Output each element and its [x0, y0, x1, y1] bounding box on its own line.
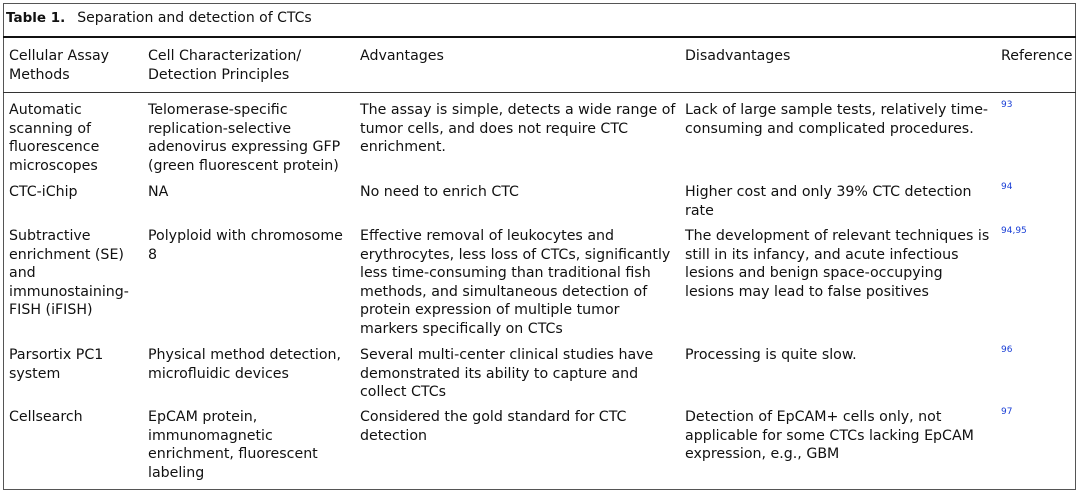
row-5-advantages-line: Considered the gold standard for CTC	[360, 409, 627, 425]
row-4-principle-line: Physical method detection,	[148, 347, 342, 363]
row-3-method-line: immunostaining-	[9, 283, 129, 300]
header-advantages-line: Advantages	[360, 48, 444, 64]
header-method	[9, 47, 109, 84]
header-principle-line: Cell Characterization/	[148, 48, 302, 64]
row-3-principle-line: 8	[148, 246, 158, 263]
row-3-disadvantages-line: lesions and benign space-occupying	[685, 265, 943, 282]
row-3-advantages-line: Effective removal of leukocytes and	[360, 228, 615, 244]
row-2-principle	[148, 183, 168, 202]
row-5-principle-line: immunomagnetic	[148, 427, 273, 444]
row-3-disadvantages-line: still in its infancy, and acute infectious	[685, 246, 959, 263]
row-1-reference-link[interactable]: 93	[1001, 100, 1013, 110]
row-4-principle-line: microfluidic devices	[148, 365, 289, 382]
row-5-principle-line: enrichment, fluorescent	[148, 446, 318, 463]
header-rule	[3, 92, 1076, 93]
row-1-principle-line: replication-selective	[148, 120, 292, 137]
row-4-method-line: Parsortix PC1	[9, 347, 104, 363]
row-3-method-line: Subtractive	[9, 228, 91, 244]
row-3-disadvantages-line: lesions may lead to false positives	[685, 283, 929, 300]
row-3-advantages	[360, 227, 670, 339]
row-1-advantages-line: The assay is simple, detects a wide range of	[360, 102, 676, 118]
row-5-principle-line: EpCAM protein,	[148, 409, 258, 425]
row-3-advantages-line: markers specifically on CTCs	[360, 320, 563, 337]
row-3-principle-line: Polyploid with chromosome	[148, 228, 343, 244]
row-3-method	[9, 227, 129, 320]
row-1-principle-line: (green fluorescent protein)	[148, 157, 339, 174]
row-2-method	[9, 183, 78, 202]
header-method-line: Cellular Assay	[9, 48, 110, 64]
row-1-disadvantages	[685, 101, 988, 138]
row-1-method	[9, 101, 99, 175]
row-5-principle	[148, 408, 318, 482]
row-4-advantages-line: demonstrated its ability to capture and	[360, 365, 639, 382]
row-1-principle	[148, 101, 340, 175]
row-5-advantages-line: detection	[360, 427, 428, 444]
row-5-disadvantages	[685, 408, 974, 464]
row-2-principle-line: NA	[148, 184, 169, 200]
header-principle-line: Detection Principles	[148, 66, 290, 83]
caption-rule	[3, 36, 1076, 38]
table-label: Table 1.	[6, 10, 66, 26]
row-4-advantages-line: Several multi-center clinical studies have	[360, 347, 654, 363]
row-3-method-line: enrichment (SE)	[9, 246, 124, 263]
table-caption	[6, 6, 312, 30]
row-5-disadvantages-line: applicable for some CTCs lacking EpCAM	[685, 427, 974, 444]
row-3-advantages-line: less time-consuming than traditional fish	[360, 265, 651, 282]
row-1-advantages-line: tumor cells, and does not require CTC	[360, 120, 629, 137]
row-2-disadvantages	[685, 183, 972, 220]
row-5-disadvantages-line: Detection of EpCAM+ cells only, not	[685, 409, 942, 425]
row-2-advantages	[360, 183, 519, 202]
row-2-disadvantages-line: rate	[685, 202, 714, 219]
row-1-disadvantages-line: Lack of large sample tests, relatively time-	[685, 102, 989, 118]
row-5-advantages	[360, 408, 626, 445]
header-principle	[148, 47, 301, 84]
row-5-principle-line: labeling	[148, 464, 205, 481]
row-3-principle	[148, 227, 343, 264]
table-title: Separation and detection of CTCs	[77, 10, 312, 26]
row-1-advantages	[360, 101, 675, 157]
header-disadvantages	[685, 47, 790, 66]
row-4-advantages	[360, 346, 653, 402]
row-1-method-line: fluorescence	[9, 139, 100, 156]
row-1-method-line: Automatic	[9, 102, 82, 118]
row-3-advantages-line: methods, and simultaneous detection of	[360, 283, 648, 300]
row-2-reference-link[interactable]: 94	[1001, 182, 1013, 192]
header-disadvantages-line: Disadvantages	[685, 48, 791, 64]
row-1-disadvantages-line: consuming and complicated procedures.	[685, 120, 974, 137]
row-3-disadvantages	[685, 227, 989, 301]
row-3-reference-link[interactable]: 94,95	[1001, 226, 1027, 236]
row-1-method-line: microscopes	[9, 157, 98, 174]
row-3-method-line: and	[9, 265, 36, 282]
row-3-advantages-line: protein expression of multiple tumor	[360, 302, 620, 319]
header-reference-line: Reference	[1001, 48, 1073, 64]
row-2-disadvantages-line: Higher cost and only 39% CTC detection	[685, 184, 972, 200]
row-3-disadvantages-line: The development of relevant techniques is	[685, 228, 990, 244]
header-method-line: Methods	[9, 66, 70, 83]
row-4-method	[9, 346, 103, 383]
row-1-advantages-line: enrichment.	[360, 139, 446, 156]
header-reference	[1001, 47, 1072, 66]
row-4-reference-link[interactable]: 96	[1001, 345, 1013, 355]
row-4-advantages-line: collect CTCs	[360, 384, 447, 401]
row-3-advantages-line: erythrocytes, less loss of CTCs, significantly	[360, 246, 671, 263]
row-2-method-line: CTC-iChip	[9, 184, 78, 200]
row-3-method-line: FISH (iFISH)	[9, 302, 93, 319]
row-5-disadvantages-line: expression, e.g., GBM	[685, 446, 840, 463]
row-5-method-line: Cellsearch	[9, 409, 83, 425]
row-5-reference-link[interactable]: 97	[1001, 407, 1013, 417]
header-advantages	[360, 47, 444, 66]
row-4-method-line: system	[9, 365, 61, 382]
row-1-principle-line: Telomerase-specific	[148, 102, 288, 118]
row-2-advantages-line: No need to enrich CTC	[360, 184, 519, 200]
row-1-principle-line: adenovirus expressing GFP	[148, 139, 341, 156]
row-1-method-line: scanning of	[9, 120, 91, 137]
row-4-principle	[148, 346, 341, 383]
row-4-disadvantages-line: Processing is quite slow.	[685, 347, 857, 363]
row-5-method	[9, 408, 83, 427]
row-4-disadvantages	[685, 346, 857, 365]
